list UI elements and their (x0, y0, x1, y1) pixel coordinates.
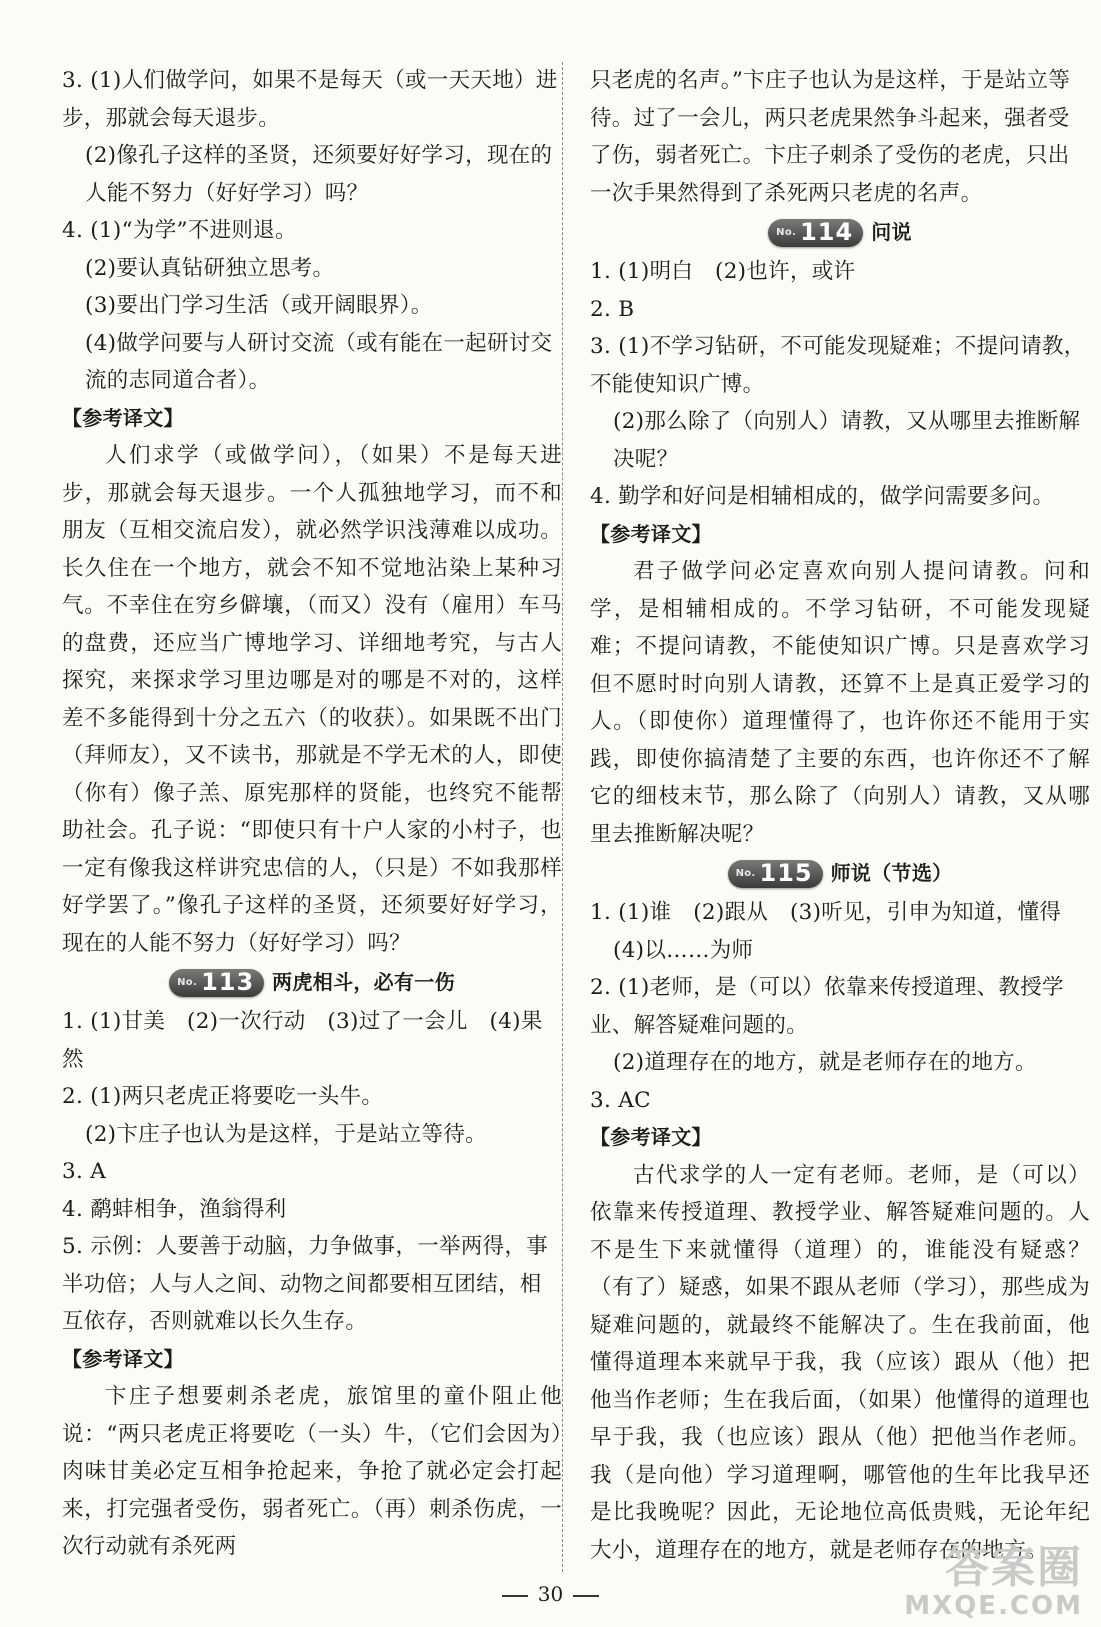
s112-ref-label: 【参考译文】 (62, 405, 184, 430)
s114-q3-2: (2)那么除了（向别人）请教，又从哪里去推断解决呢？ (613, 409, 1081, 472)
s113-q5: 5. 示例：人要善于动脑，力争做事，一举两得，事半功倍；人与人之间、动物之间都要相互团结，相互依存，否则就难以长久生存。 (62, 1234, 549, 1334)
s114-q3-1: 3. (1)不学习钻研，不可能发现疑难；不提问请教，不能使知识广博。 (590, 334, 1086, 397)
s113-q4: 4. 鹬蚌相争，渔翁得利 (62, 1196, 287, 1222)
s112-q4-3: (3)要出门学习生活（或开阔眼界）。 (85, 293, 433, 318)
s112-q4-4: (4)做学问要与人研讨交流（或有能在一起研讨交流的志同道合者）。 (85, 330, 553, 393)
s113-number-badge: No. 113 (169, 969, 264, 997)
s114-number-badge: No. 114 (768, 219, 863, 247)
s112-q4-2: (2)要认真钻研独立思考。 (85, 255, 335, 281)
watermark-logo: 答案圈 (945, 1542, 1083, 1593)
column-divider (562, 62, 563, 1572)
s112-q3-2: (2)像孔子这样的圣贤，还须要好好学习，现在的人能不努力（好好学习）吗？ (85, 143, 553, 206)
s115-title: 师说（节选） (830, 861, 953, 886)
s115-ref-label: 【参考译文】 (590, 1125, 712, 1149)
page-number-dash-left (502, 1595, 528, 1597)
s113-q2-1: 2. (1)两只老虎正将要吃一头牛。 (62, 1084, 384, 1109)
page-number-dash-right (573, 1595, 599, 1597)
s112-ref-text: 人们求学（或做学问），（如果）不是每天进步，那就会每天退步。一个人孤独地学习，而不和朋友（互相交流启发），就必然学识浅薄难以成功。长久住在一个地方，就会不知不觉地沾染上某种习气。不幸住在穷乡僻壤，（而又）没有（雇用）车马的盘费，还应当广博地学习、详细地考究，与古人探究，来探求学习里边哪是对的哪是不对的，这样差不多能得到十分之五六（的收获）。如果既不出门（拜师友），又不读书，那就是不学无术的人，即使（你有）像子羔、原宪那样的贤能，也终究不能帮助社会。孔子说：“即使只有十户人家的小村子，也一定有像我这样讲究忠信的人，（只是）不如我那样好学罢了。”像孔子这样的圣贤，还须要好好学习，现在的人能不努力（好好学习）吗？ (62, 443, 562, 956)
s115-q1-1: 1. (1)谁 (2)跟从 (3)听见，引申为知道，懂得 (590, 900, 1062, 925)
s113-heading (62, 963, 562, 1003)
s113-ref-text-continued: 只老虎的名声。”卞庄子也认为是这样，于是站立等待。过了一会儿，两只老虎果然争斗起来，强者受了伤，弱者死亡。卞庄子刺杀了受伤的老虎，只出一次手果然得到了杀死两只老虎的名声。 (590, 68, 1071, 206)
s113-q3: 3. A (62, 1159, 107, 1184)
watermark-url: MXQE.COM (904, 1591, 1083, 1621)
s113-ref-label: 【参考译文】 (62, 1346, 184, 1371)
s113-ref-text: 卞庄子想要刺杀老虎，旅馆里的童仆阻止他说：“两只老虎正将要吃（一头）牛，（它们会因为）肉味甘美必定互相争抢起来，争抢了就必定会打起来，打完强者受伤，弱者死亡。（再）刺杀伤虎，一次行动就有杀死两 (62, 1384, 562, 1559)
page-number-value: 30 (537, 1582, 564, 1606)
s114-ref-text: 君子做学问必定喜欢向别人提问请教。问和学，是相辅相成的。不学习钻研，不可能发现疑难；不提问请教，不能使知识广博。只是喜欢学习但不愿时时向别人请教，还算不上是真正爱学习的人。（即使你）道理懂得了，也许你还不能用于实践，即使你搞清楚了主要的东西，也许你还不了解它的细枝末节，那么除了（向别人）请教，又从哪里去推断解决呢？ (590, 559, 1090, 847)
s115-q1-2: (4)以……为师 (613, 937, 754, 963)
s114-title: 问说 (871, 220, 912, 245)
s113-q1: 1. (1)甘美 (2)一次行动 (3)过了一会儿 (4)果然 (62, 1009, 543, 1072)
right-column (590, 62, 1090, 1569)
s114-q4: 4. 勤学和好问是相辅相成的，做学问需要多问。 (590, 484, 1055, 509)
s115-heading (590, 854, 1090, 894)
s115-number-badge: No. 115 (728, 860, 823, 888)
s113-title: 两虎相斗，必有一伤 (272, 970, 455, 995)
s115-q2-2: (2)道理存在的地方，就是老师存在的地方。 (613, 1050, 1037, 1075)
s112-q4-1: 4. (1)“为学”不进则退。 (62, 218, 297, 243)
s114-ref-label: 【参考译文】 (590, 521, 712, 546)
s115-ref-text: 古代求学的人一定有老师。老师，是（可以）依靠来传授道理、教授学业、解答疑难问题的。人不是生下来就懂得（道理）的，谁能没有疑惑？（有了）疑惑，如果不跟从老师（学习），那些成为疑难问题的，就最终不能解决了。生在我前面，他懂得道理本来就早于我，我（应该）跟从（他）把他当作老师；生在我后面，（如果）他懂得的道理也早于我，我（也应该）跟从（他）把他当作老师。我（是向他）学习道理啊，哪管他的生年比我早还是比我晚呢？因此，无论地位高低贵贱，无论年纪大小，道理存在的地方，就是老师存在的地方。 (590, 1162, 1090, 1563)
s114-q1: 1. (1)明白 (2)也许，或许 (590, 259, 856, 284)
s115-q2-1: 2. (1)老师，是（可以）依靠来传授道理、教授学业、解答疑难问题的。 (590, 975, 1064, 1038)
s114-q2: 2. B (590, 296, 635, 322)
s112-q3-1: 3. (1)人们做学问，如果不是每天（或一天天地）进步，那就会每天退步。 (62, 68, 558, 131)
s115-q3: 3. AC (590, 1087, 651, 1113)
watermark (904, 1542, 1083, 1621)
s114-heading (590, 213, 1090, 253)
s113-q2-2: (2)卞庄子也认为是这样，于是站立等待。 (85, 1121, 487, 1147)
left-column (62, 62, 562, 1566)
